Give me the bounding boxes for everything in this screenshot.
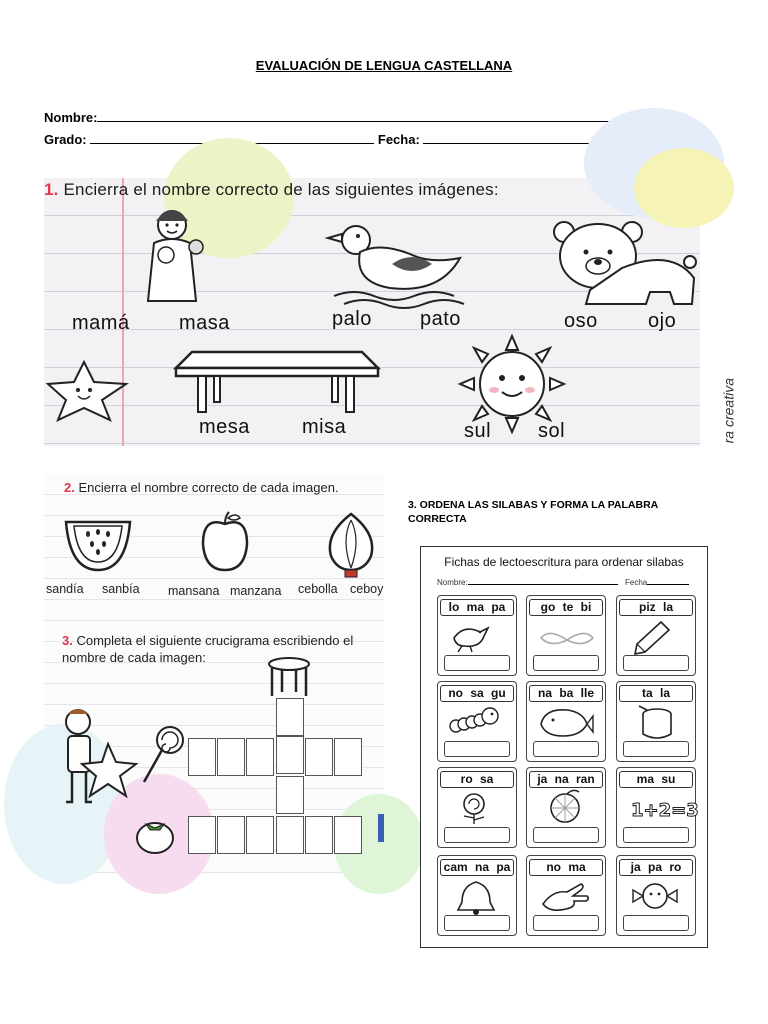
syllable-card [526,855,606,936]
syllable-box: lo ma pa [440,599,514,616]
hand-icon [537,878,597,914]
option-word[interactable]: sandía [46,582,84,596]
answer-box[interactable] [444,915,510,931]
answer-box[interactable] [533,741,599,757]
syllable-card [437,681,517,762]
watermark-text: ra creativa [720,378,736,444]
crossword-cell[interactable] [276,776,304,814]
syllable-card [616,681,696,762]
syllable-box: ma su [619,771,693,788]
option-word[interactable]: sul [464,420,492,442]
syllable-box: cam na pa [440,859,514,876]
option-word[interactable]: mamá [72,312,130,334]
sun-icon [452,334,572,434]
syllable-box: piz la [619,599,693,616]
syllable-card [526,767,606,848]
syllable-card [526,595,606,676]
syllable-box: ta la [619,685,693,702]
syllable-card [437,855,517,936]
syllable-card [437,595,517,676]
crossword-cell[interactable] [188,816,216,854]
syllable-box: no ma [529,859,603,876]
syllable-box: ja pa ro [619,859,693,876]
answer-box[interactable] [623,827,689,843]
nombre-field [44,110,669,125]
stool-icon [264,656,314,698]
star-icon [46,360,136,422]
caterpillar-icon [448,704,508,740]
syllable-card [616,855,696,936]
exercise-3-heading: 3. Completa el siguiente crucigrama escribiendo el nombre de cada imagen: [62,633,354,665]
mother-icon [134,203,214,308]
page-title: EVALUACIÓN DE LENGUA CASTELLANA [255,58,513,73]
exercise-3b-heading: 3. ORDENA LAS SILABAS Y FORMA LA PALABRA CORRECTA [408,499,658,525]
exercise-1-heading: 1. Encierra el nombre correcto de las siguientes imágenes: [44,180,499,199]
crossword-cell[interactable] [305,816,333,854]
can-icon [627,704,687,740]
little-bird-icon [627,878,687,914]
crossword-cell[interactable] [246,738,274,776]
option-word[interactable]: masa [179,312,230,334]
onion-icon [326,510,376,580]
worksheet-fecha: Fecha [625,577,689,587]
option-word[interactable]: mansana [168,584,220,598]
bell-icon [448,878,508,914]
answer-box[interactable] [444,827,510,843]
option-word[interactable]: ojo [648,310,677,332]
rose-icon [448,790,508,826]
syllable-card [616,595,696,676]
option-word[interactable]: palo [332,308,372,330]
option-word[interactable]: ceboy [350,582,384,596]
crossword-cell[interactable] [276,698,304,736]
crossword-cell[interactable] [217,816,245,854]
option-word[interactable]: cebolla [298,582,338,596]
crossword-cell[interactable] [276,736,304,774]
grado-fecha-field [44,132,671,147]
tomato-icon [134,812,176,856]
svg-text:1+2=3: 1+2=3 [631,800,699,821]
apple-icon [200,510,250,572]
duck-icon [324,216,474,306]
option-word[interactable]: oso [564,310,598,332]
option-word[interactable]: pato [420,308,461,330]
syllable-card [526,681,606,762]
fecha-label: Fecha: [377,132,420,147]
crossword-cell[interactable] [188,738,216,776]
option-word[interactable]: sanbía [102,582,140,596]
answer-box[interactable] [623,741,689,757]
answer-box[interactable] [533,827,599,843]
worksheet-nombre: Nombre: [437,577,618,587]
syllable-box: ja na ran [529,771,603,788]
syllable-card [616,767,699,848]
exercise-2-heading: 2. Encierra el nombre correcto de cada imagen. [64,480,339,495]
option-word[interactable]: misa [302,416,347,438]
mustache-icon [537,618,597,654]
option-word[interactable]: sol [538,420,566,442]
whale-icon [537,704,597,740]
crossword-cell[interactable] [276,816,304,854]
option-word[interactable]: mesa [199,416,250,438]
crossword-cell[interactable] [217,738,245,776]
bird-icon [448,618,508,654]
answer-box[interactable] [623,655,689,671]
syllable-box: go te bi [529,599,603,616]
orange-icon [537,790,597,826]
answer-box[interactable] [533,655,599,671]
syllable-worksheet [420,546,708,948]
grado-label: Grado: [44,132,87,147]
syllable-card [437,767,517,848]
lollipop-icon [140,724,186,786]
exercise-2-panel [44,474,384,874]
child-with-star-icon [58,704,138,808]
syllable-box: ro sa [440,771,514,788]
syllable-box: na ba lle [529,685,603,702]
worksheet-title: Fichas de lectoescritura para ordenar silabas [444,555,684,569]
crossword-cell[interactable] [334,738,362,776]
bear-icon [552,218,702,308]
crossword-cell[interactable] [334,816,362,854]
nombre-line [97,110,669,122]
crossword-cell[interactable] [246,816,274,854]
table-icon [172,350,382,414]
watermelon-icon [64,518,134,574]
answer-box[interactable] [444,741,510,757]
option-word[interactable]: manzana [230,584,282,598]
answer-box[interactable] [533,915,599,931]
answer-box[interactable] [444,655,510,671]
edge-tab [378,814,384,842]
answer-box[interactable] [623,915,689,931]
nombre-label: Nombre: [44,110,98,125]
exercise-1-panel [44,178,736,446]
syllable-box: no sa gu [440,685,514,702]
decor-blob [634,148,734,228]
sum-icon [627,790,699,826]
pencil-icon [627,618,687,654]
crossword-cell[interactable] [305,738,333,776]
